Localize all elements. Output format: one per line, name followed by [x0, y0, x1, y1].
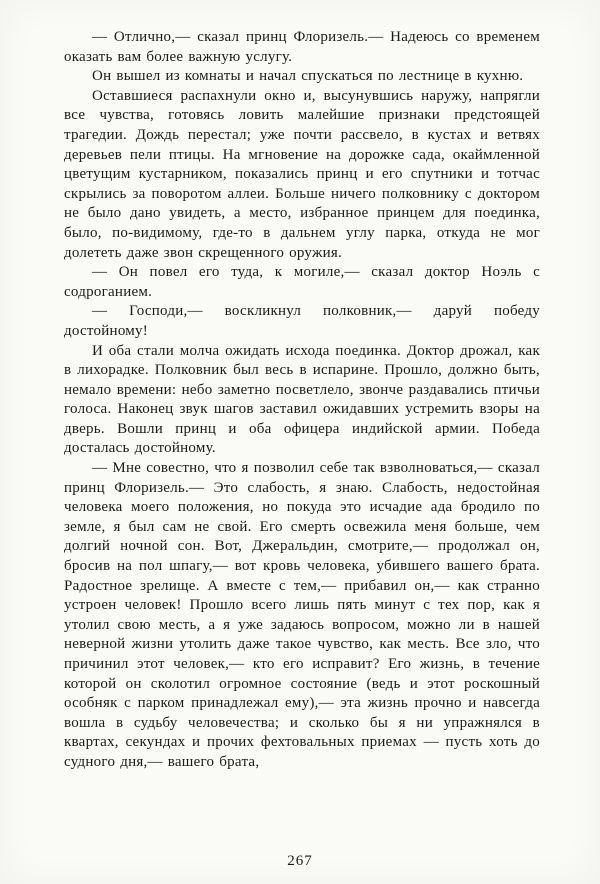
paragraph: И оба стали молча ожидать исхода поединка. Доктор дрожал, как в лихорадке. Полковник был весь в испарине. Прошло, должно быть, немало времени: небо заметно посветлело, звонче раздавались птичьи голоса. Наконец звук шагов заставил ожидавших устремить взоры на дверь. Вошли принц и оба офицера индийской армии. Победа досталась достойному. — [64, 342, 540, 457]
page-number: 267 — [287, 853, 313, 869]
paragraph: — Он повел его туда, к могиле,— сказал доктор Ноэль с содроганием. — [64, 264, 540, 300]
paragraph: — Господи,— воскликнул полковник,— даруй победу достойному! — [64, 303, 540, 339]
paragraph: — Мне совестно, что я позволил себе так взволноваться,— сказал принц Флоризель.— Это слабость, я знаю. Слабость, недостойная человека моего положения, но покуда это исчадие ада бродило по земле, я был сам не свой. Его смерть освежила меня больше, чем долгий ночной сон. Вот, Джеральдин, смотрите,— продолжал он, бросив на пол шпагу,— вот кровь человека, убившего вашего брата. Радостное зрелище. А вместе с тем,— прибавил он,— как странно устроен человек! Прошло всего лишь пять минут с тех пор, как я утолил свою месть, а я уже задаюсь вопросом, можно ли в нашей неверной жизни утолить даже такое чувство, как месть. Все зло, что причинил этот человек,— кто его исправит? Его жизнь, в течение которой он сколотил огромное состояние (ведь и этот роскошный особняк с парком принадлежал ему),— эта жизнь прочно и навсегда вошла в судьбу человечества; и сколько бы я ни упражнялся в квартах, секундах и прочих фехтовальных приемах — пусть хоть до судного дня,— вашего брата, — [64, 460, 540, 770]
paragraph: Оставшиеся распахнули окно и, высунувшись наружу, напрягли все чувства, готовясь ловить малейшие признаки предстоящей трагедии. Дождь перестал; уже почти рассвело, в кустах и ветвях деревьев пели птицы. На мгновение на дорожке сада, окаймленной цветущим кустарником, показались принц и его спутники и тотчас скрылись за поворотом аллеи. Больше ничего полковнику с доктором не было дано увидеть, а место, избранное принцем для поединка, было, по-видимому, где-то в дальнем углу парка, откуда не мог долететь даже звон скрещенного оружия. — [64, 87, 540, 261]
paragraph: Он вышел из комнаты и начал спускаться по лестнице в кухню. — [92, 68, 524, 85]
page-text — [64, 28, 540, 773]
paragraph: — Отлично,— сказал принц Флоризель.— Надеюсь со временем оказать вам более важную услугу. — [64, 29, 540, 65]
